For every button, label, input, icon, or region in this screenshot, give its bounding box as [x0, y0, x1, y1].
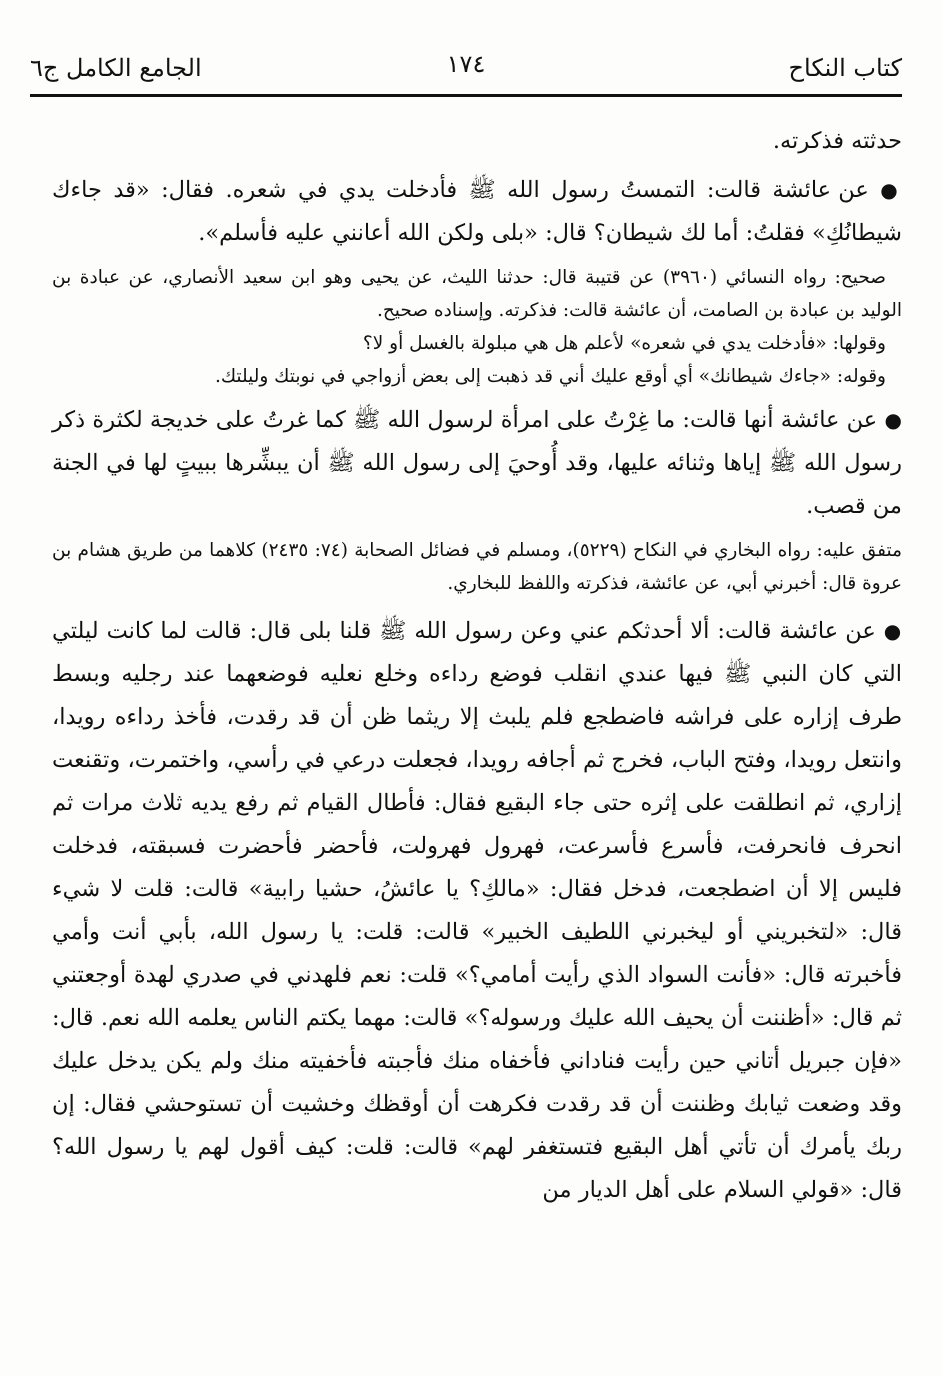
continued-text: حدثته فذكرته.	[772, 128, 902, 154]
commentary-note: وقوله: «جاءك شيطانك» أي أوقع عليك أني قد ذهبت إلى بعض أزواجي في نوبتك وليلتك.	[214, 366, 886, 387]
bullet-icon: ●	[884, 408, 903, 432]
commentary-note: وقولها: «فأدخلت يدي في شعره» لأعلم هل هي مبلولة بالغسل أو لا؟	[362, 333, 886, 354]
hadith-paragraph	[52, 169, 902, 255]
page-body	[52, 120, 902, 1212]
takhrij-note: صحيح: رواه النسائي (٣٩٦٠) عن قتيبة قال: حدثنا الليث، عن يحيى وهو ابن سعيد الأنصاري، عن عبادة بن الوليد بن عبادة بن الصامت، أن عائشة قالت: فذكرته. وإسناده صحيح.	[52, 267, 902, 321]
header-rule	[30, 94, 902, 97]
bullet-icon: ●	[880, 178, 903, 202]
hadith-text: عن عائشة قالت: التمستُ رسول الله ﷺ فأدخلت يدي في شعره. فقال: «قد جاءك شيطانُكِ» فقلتُ: أما لك شيطان؟ قال: «بلى ولكن الله أعانني عليه فأسلم».	[52, 177, 902, 246]
page-header	[30, 50, 902, 98]
bullet-icon: ●	[883, 619, 902, 643]
hadith-text: عن عائشة أنها قالت: ما غِرْتُ على امرأة لرسول الله ﷺ كما غرتُ على خديجة لكثرة ذكر رسول الله ﷺ إياها وثنائه عليها، وقد أُوحيَ إلى رسول الله ﷺ أن يبشِّرها ببيتٍ لها في الجنة من قصب.	[52, 407, 902, 519]
hadith-paragraph	[52, 399, 902, 528]
page-number: ١٧٤	[446, 50, 486, 78]
takhrij-note: متفق عليه: رواه البخاري في النكاح (٥٢٢٩)، ومسلم في فضائل الصحابة (٧٤: ٢٤٣٥) كلاهما من طريق هشام بن عروة قال: أخبرني أبي، عن عائشة، فذكرته واللفظ للبخاري.	[52, 540, 902, 594]
hadith-paragraph	[52, 610, 902, 1212]
hadith-text: عن عائشة قالت: ألا أحدثكم عني وعن رسول الله ﷺ قلنا بلى قال: قالت لما كانت ليلتي التي كان النبي ﷺ فيها عندي انقلب فوضع رداءه وخلع نعليه فوضعهما عند رجليه وبسط طرف إزاره على فراشه فاضطجع فلم يلبث إلا ريثما ظن أن قد رقدت، فأخذ رداءه رويدا، وانتعل رويدا، وفتح الباب، فخرج ثم أجافه رويدا، فجعلت درعي في رأسي، واختمرت، وتقنعت إزاري، ثم انطلقت على إثره حتى جاء البقيع فقال: فأطال القيام ثم رفع يديه ثلاث مرات ثم انحرف فانحرفت، فأسرع فأسرعت، فهرول فهرولت، فأحضر فأحضرت فسبقته، فدخلت فليس إلا أن اضطجعت، فدخل فقال: «مالكِ؟ يا عائشُ، حشيا رابية» قالت: قلت لا شيء قال: «لتخبريني أو ليخبرني اللطيف الخبير» قالت: قلت: يا رسول الله، بأبي أنت وأمي فأخبرته قال: «فأنت السواد الذي رأيت أمامي؟» قلت: نعم فلهدني في صدري لهدة أوجعتني ثم قال: «أظننت أن يحيف الله عليك ورسوله؟» قالت: مهما يكتم الناس يعلمه الله نعم. قال: «فإن جبريل أتاني حين رأيت فناداني فأخفاه منك فأجبته فأخفيته منك ولم يكن يدخل عليك وقد وضعت ثيابك وظننت أن قد رقدت فكرهت أن أوقظك وخشيت أن تستوحشي فقال: إن ربك يأمرك أن تأتي أهل البقيع فتستغفر لهم» قالت: قلت: كيف أقول لهم يا رسول الله؟ قال: «قولي السلام على أهل الديار من	[52, 618, 902, 1203]
header-volume-title: الجامع الكامل ج٦	[30, 54, 202, 82]
header-chapter-title: كتاب النكاح	[788, 54, 902, 82]
